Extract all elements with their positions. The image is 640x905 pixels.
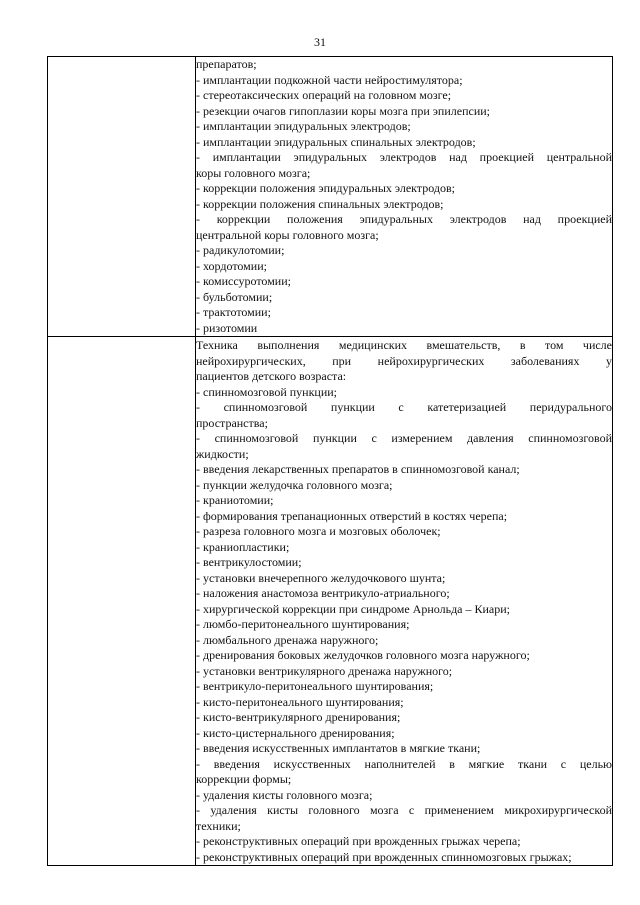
text-line: - вентрикуло-перитонеального шунтирования; bbox=[196, 679, 434, 693]
text-line: - кисто-вентрикулярного дренирования; bbox=[196, 710, 401, 724]
text-line: - люмбального дренажа наружного; bbox=[196, 632, 379, 647]
text-line: - введения искусственных наполнителей в мягкие ткани с целью bbox=[196, 756, 612, 771]
text-line: - краниотомии; bbox=[196, 493, 274, 507]
text-line: - имплантации эпидуральных электродов; bbox=[196, 119, 411, 133]
text-line: техники; bbox=[196, 818, 241, 833]
text-line: - стереотаксических операций на головном мозге; bbox=[196, 88, 452, 102]
text-line: - хирургической коррекции при синдроме Арнольда – Киари; bbox=[196, 601, 511, 616]
content-cell bbox=[196, 337, 613, 866]
text-line: - радикулотомии; bbox=[196, 243, 285, 257]
table-row bbox=[48, 337, 613, 866]
left-cell bbox=[48, 57, 196, 337]
text-line: пациентов детского возраста: bbox=[196, 369, 347, 383]
text-line: - кисто-цистернального дренирования; bbox=[196, 725, 395, 740]
text-line: - бульботомии; bbox=[196, 289, 273, 304]
text-line: центральной коры головного мозга; bbox=[196, 227, 379, 242]
page-number: 31 bbox=[314, 35, 326, 49]
text-line: пространства; bbox=[196, 415, 268, 430]
text-line: коры головного мозга; bbox=[196, 165, 311, 180]
text-line: - ризотомии bbox=[196, 320, 258, 335]
document-table bbox=[47, 56, 613, 866]
text-line: - имплантации эпидуральных спинальных электродов; bbox=[196, 134, 476, 149]
text-line: - реконструктивных операций при врожденных спинномозговых грыжах; bbox=[196, 849, 572, 864]
text-line: - установки вентрикулярного дренажа наружного; bbox=[196, 663, 453, 678]
text-line: - спинномозговой пункции с измерением давления спинномозговой bbox=[196, 431, 612, 445]
text-line: - резекции очагов гипоплазии коры мозга при эпилепсии; bbox=[196, 103, 490, 118]
text-line: коррекции формы; bbox=[196, 772, 292, 786]
text-line: - введения искусственных имплантатов в мягкие ткани; bbox=[196, 741, 481, 755]
text-line: нейрохирургических, при нейрохирургических заболеваниях у bbox=[196, 353, 612, 368]
text-line: - пункции желудочка головного мозга; bbox=[196, 477, 393, 492]
text-line: - коррекции положения спинальных электродов; bbox=[196, 196, 444, 211]
text-line: - хордотомии; bbox=[196, 258, 267, 273]
text-line: жидкости; bbox=[196, 446, 249, 461]
text-line: - установки внечерепного желудочкового шунта; bbox=[196, 570, 446, 585]
text-line: - удаления кисты головного мозга; bbox=[196, 787, 373, 802]
text-line: - формирования трепанационных отверстий в костях черепа; bbox=[196, 508, 508, 523]
table-row bbox=[48, 57, 613, 337]
text-line: - разреза головного мозга и мозговых оболочек; bbox=[196, 524, 441, 538]
text-line: - имплантации эпидуральных электродов над проекцией центральной bbox=[196, 150, 612, 164]
text-line: - коррекции положения эпидуральных электродов над проекцией bbox=[196, 212, 612, 226]
text-line: - люмбо-перитонеального шунтирования; bbox=[196, 617, 410, 631]
text-line: Техника выполнения медицинских вмешательств, в том числе bbox=[196, 338, 612, 352]
text-line: - имплантации подкожной части нейростимулятора; bbox=[196, 72, 463, 87]
document-table-body bbox=[48, 57, 613, 866]
text-line: - спинномозговой пункции с катетеризацией перидурального bbox=[196, 400, 612, 414]
text-line: - реконструктивных операций при врожденных грыжах черепа; bbox=[196, 834, 521, 848]
text-line: - введения лекарственных препаратов в спинномозговой канал; bbox=[196, 462, 520, 476]
text-line: - вентрикулостомии; bbox=[196, 555, 302, 569]
content-cell bbox=[196, 57, 613, 337]
text-line: - краниопластики; bbox=[196, 539, 290, 554]
text-line: - кисто-перитонеального шунтирования; bbox=[196, 694, 404, 709]
text-line: препаратов; bbox=[196, 57, 257, 71]
text-line: - наложения анастомоза вентрикуло-атриального; bbox=[196, 586, 450, 600]
text-line: - дренирования боковых желудочков головного мозга наружного; bbox=[196, 648, 530, 662]
text-line: - спинномозговой пункции; bbox=[196, 384, 338, 399]
text-line: - коррекции положения эпидуральных электродов; bbox=[196, 181, 455, 195]
left-cell bbox=[48, 337, 196, 866]
text-line: - удаления кисты головного мозга с применением микрохирургической bbox=[196, 803, 612, 817]
text-line: - трактотомии; bbox=[196, 305, 271, 319]
text-line: - комиссуротомии; bbox=[196, 274, 291, 288]
